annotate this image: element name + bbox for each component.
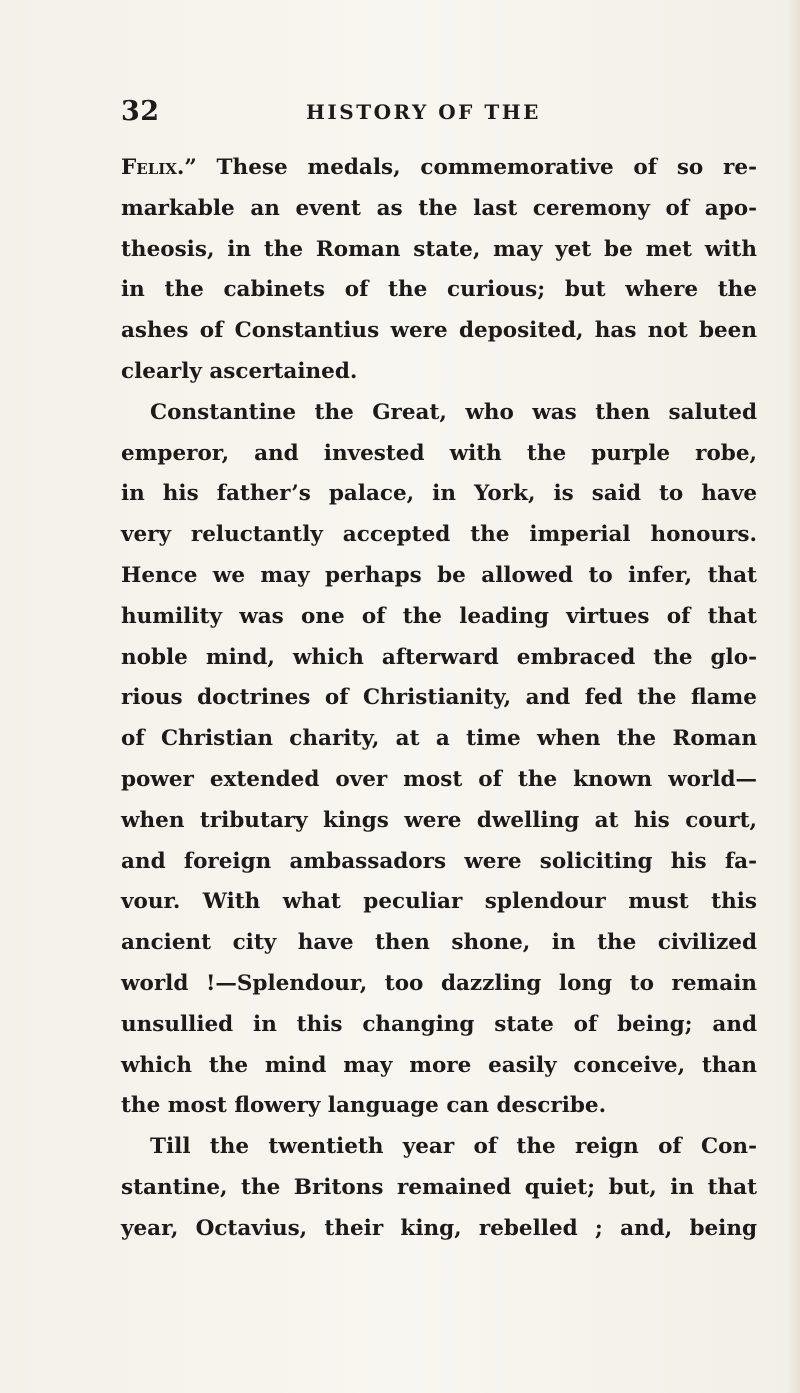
text-line: in his father’s palace, in York, is said to have — [121, 481, 757, 507]
text-line: theosis, in the Roman state, may yet be met with — [121, 236, 757, 262]
page-number: 32 — [121, 96, 160, 127]
text-line: rious doctrines of Christianity, and fed the flame — [121, 685, 757, 711]
text-line: Constantine the Great, who was then saluted — [150, 399, 757, 425]
text-line: which the mind may more easily conceive, than — [121, 1052, 757, 1078]
text-line: and foreign ambassadors were soliciting his fa- — [121, 848, 757, 874]
text-line: clearly ascertained. — [121, 358, 358, 384]
text-line: power extended over most of the known world— — [121, 766, 757, 792]
text-line: noble mind, which afterward embraced the glo- — [121, 644, 757, 670]
text-line: Till the twentieth year of the reign of Con- — [150, 1134, 757, 1160]
text-line: Felix.” These medals, commemorative of so re- — [121, 155, 757, 180]
text-line: humility was one of the leading virtues of that — [121, 603, 757, 629]
text-line: of Christian charity, at a time when the Roman — [121, 726, 757, 752]
text-line: emperor, and invested with the purple robe, — [121, 440, 757, 466]
text-line: Hence we may perhaps be allowed to infer, that — [121, 562, 757, 588]
text-line: when tributary kings were dwelling at his court, — [121, 807, 757, 833]
text-line: markable an event as the last ceremony of apo- — [121, 195, 757, 221]
text-line: ashes of Constantius were deposited, has not been — [121, 318, 757, 344]
text-line: unsullied in this changing state of being; and — [121, 1011, 757, 1037]
text-line: very reluctantly accepted the imperial honours. — [121, 522, 757, 548]
paragraph — [121, 393, 757, 1127]
text-line: in the cabinets of the curious; but where the — [121, 277, 757, 303]
text-line: the most flowery language can describe. — [121, 1093, 607, 1119]
text-line: world !—Splendour, too dazzling long to remain — [121, 970, 757, 996]
body-text — [121, 148, 757, 1250]
text-line: vour. With what peculiar splendour must this — [121, 889, 757, 915]
page-edge-shadow — [786, 0, 800, 1393]
page-header — [0, 96, 800, 136]
text-line: ancient city have then shone, in the civilized — [121, 930, 757, 956]
text-line: stantine, the Britons remained quiet; but, in that — [121, 1174, 757, 1200]
paragraph — [121, 148, 757, 393]
running-head: HISTORY OF THE — [306, 100, 541, 124]
paragraph — [121, 1127, 757, 1249]
text-line: year, Octavius, their king, rebelled ; and, being — [121, 1215, 757, 1241]
